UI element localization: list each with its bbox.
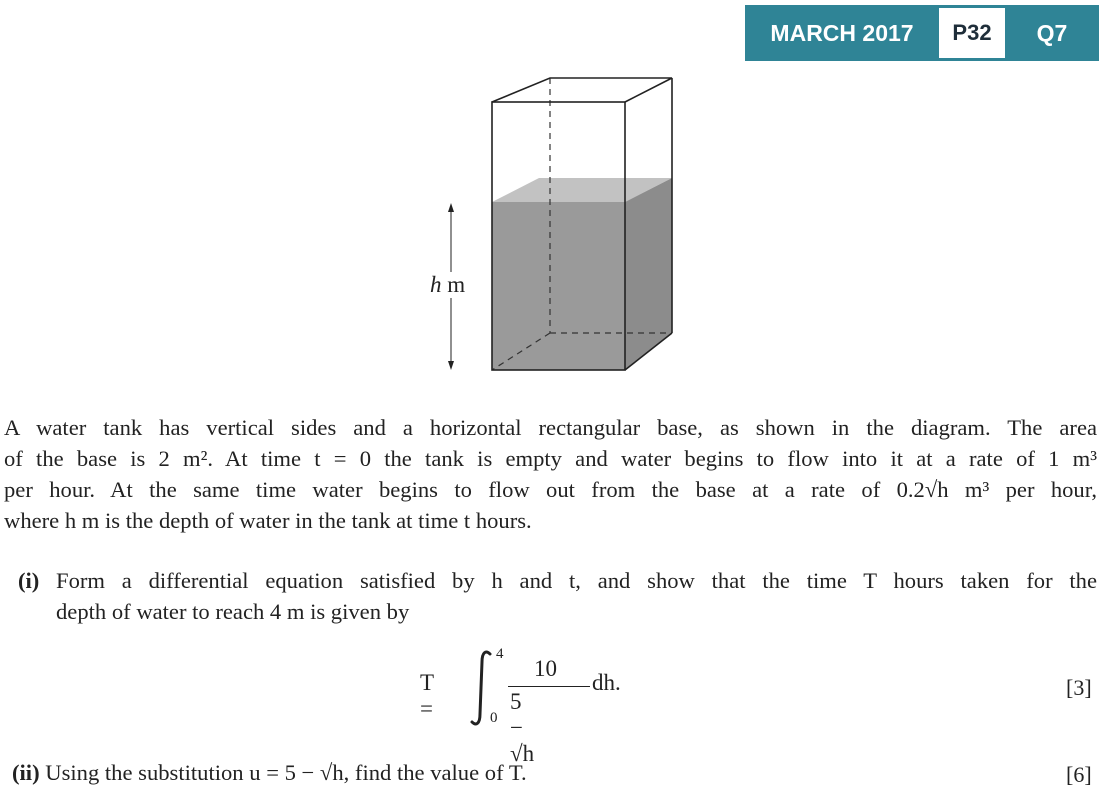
paper-number: P32 <box>939 8 1005 58</box>
water-front-face <box>492 202 625 370</box>
part-ii <box>12 760 527 786</box>
exam-reference-badge <box>745 5 1099 61</box>
upper-limit: 4 <box>496 646 504 662</box>
part-i-marks: [3] <box>1066 675 1092 700</box>
height-label <box>428 272 467 298</box>
intro-line: A water tank has vertical sides and a horizontal rectangular base, as shown in the diagram. The area <box>4 415 1097 440</box>
lower-limit: 0 <box>490 710 498 726</box>
height-unit: m <box>447 272 466 297</box>
fraction-bar <box>508 686 590 687</box>
part-ii-label: (ii) <box>12 760 40 785</box>
part-i-label: (i) <box>18 568 40 593</box>
differential: dh. <box>592 670 621 695</box>
height-arrow-head-down <box>448 361 454 370</box>
exam-session: MARCH 2017 <box>770 20 914 46</box>
part-ii-marks: [6] <box>1066 762 1092 787</box>
part-i-line-2: depth of water to reach 4 m is given by <box>56 599 410 624</box>
equation-lhs: T = <box>420 670 434 721</box>
water-tank-diagram <box>400 70 690 380</box>
tank-top-edges <box>492 78 672 102</box>
question-number: Q7 <box>1036 20 1068 46</box>
intro-line: of the base is 2 m². At time t = 0 the tank is empty and water begins to flow into it at a rate of 1 m³ <box>4 446 1097 471</box>
height-variable: h <box>430 272 442 297</box>
intro-line: where h m is the depth of water in the tank at time t hours. <box>4 508 532 533</box>
fraction-numerator: 10 <box>534 656 557 681</box>
water-side-face <box>625 178 672 370</box>
question-intro <box>4 412 1097 536</box>
fraction-denominator: 5 − √h <box>510 689 535 766</box>
part-i-line-1: Form a differential equation satisfied by h and t, and show that the time T hours taken for the <box>56 568 1097 593</box>
height-arrow-head-up <box>448 203 454 212</box>
intro-line: per hour. At the same time water begins to flow out from the base at a rate of 0.2√h m³ per hour, <box>4 477 1097 502</box>
part-ii-text: Using the substitution u = 5 − √h, find the value of T. <box>45 760 527 785</box>
